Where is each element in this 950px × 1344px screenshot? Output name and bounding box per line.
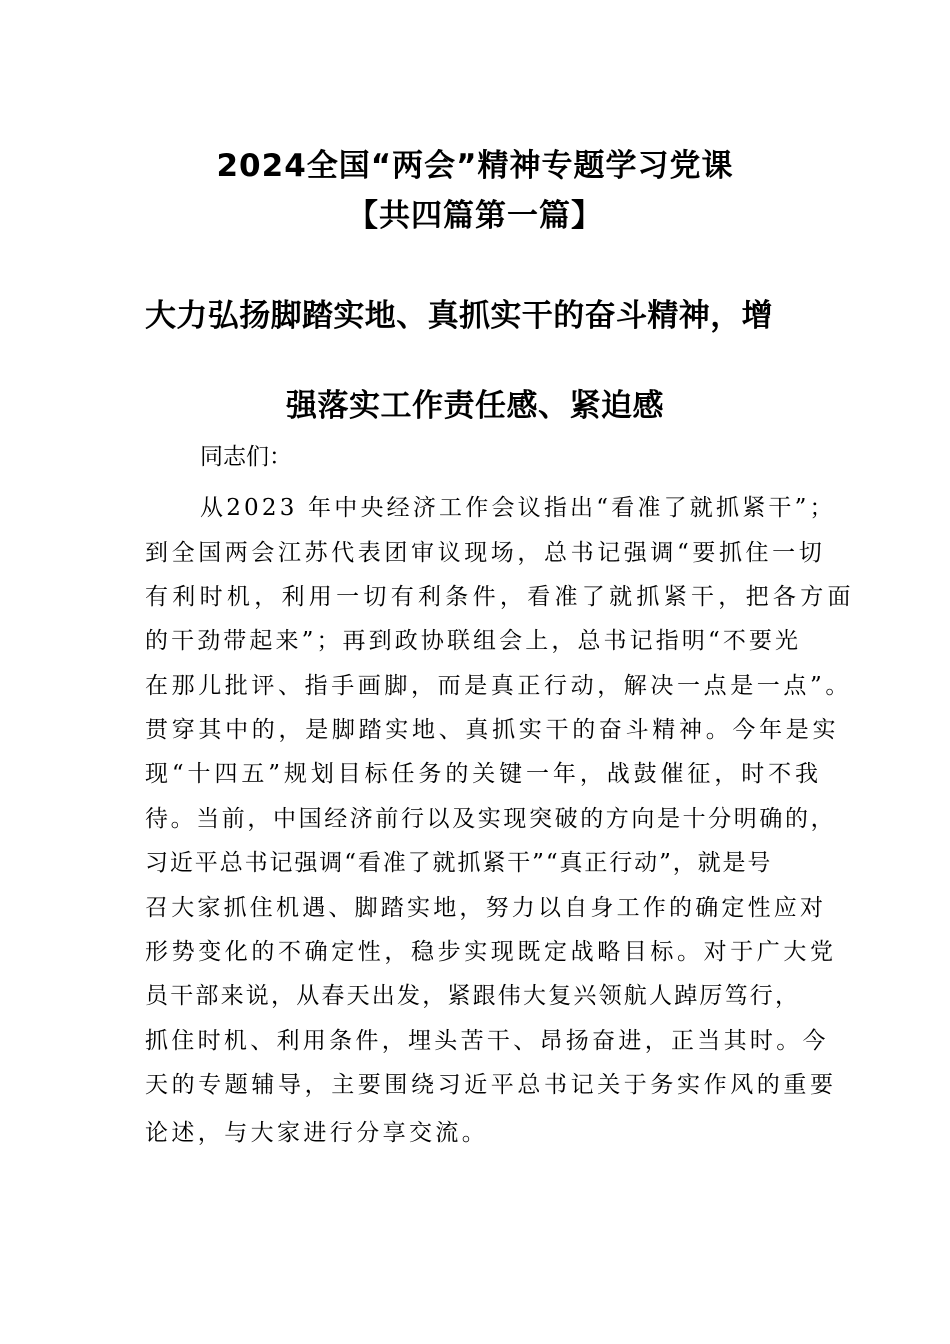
document-subtitle-line-1: 大力弘扬脚踏实地、真抓实干的奋斗精神，增 <box>145 298 773 334</box>
greeting: 同志们： <box>200 444 292 470</box>
paragraph-line: 贯穿其中的，是脚踏实地、真抓实干的奋斗精神。今年是实 <box>145 717 840 743</box>
paragraph-line: 天的专题辅导，主要围绕习近平总书记关于务实作风的重要 <box>145 1072 837 1098</box>
document-title-line-1: 2024全国“两会”精神专题学习党课 <box>216 148 734 184</box>
paragraph-line: 从2023 年中央经济工作会议指出“看准了就抓紧干”； <box>200 495 836 521</box>
paragraph-line: 员干部来说，从春天出发，紧跟伟大复兴领航人踔厉笃行， <box>145 983 801 1009</box>
document-title-line-2: 【共四篇第一篇】 <box>347 198 603 234</box>
paragraph-line: 抓住时机、利用条件，埋头苦干、昂扬奋进，正当其时。今 <box>145 1028 829 1054</box>
paragraph-line: 待。当前，中国经济前行以及实现突破的方向是十分明确的， <box>145 806 837 832</box>
paragraph-line: 在那儿批评、指手画脚，而是真正行动，解决一点是一点”。 <box>145 673 852 699</box>
paragraph-line: 现“十四五”规划目标任务的关键一年，战鼓催征，时不我 <box>145 761 822 787</box>
paragraph-line: 到全国两会江苏代表团审议现场，总书记强调“要抓住一切 <box>145 540 826 566</box>
document-subtitle-line-2: 强落实工作责任感、紧迫感 <box>286 388 664 424</box>
paragraph-line: 有利时机，利用一切有利条件，看准了就抓紧干，把各方面 <box>145 584 855 610</box>
paragraph-line: 形势变化的不确定性，稳步实现既定战略目标。对于广大党 <box>145 939 837 965</box>
paragraph-line: 论述，与大家进行分享交流。 <box>145 1120 489 1146</box>
paragraph-line: 召大家抓住机遇、脚踏实地，努力以自身工作的确定性应对 <box>145 895 827 921</box>
paragraph-line: 的干劲带起来”；再到政协联组会上，总书记指明“不要光 <box>145 628 802 654</box>
paragraph-line: 习近平总书记强调“看准了就抓紧干”“真正行动”，就是号 <box>145 850 773 876</box>
